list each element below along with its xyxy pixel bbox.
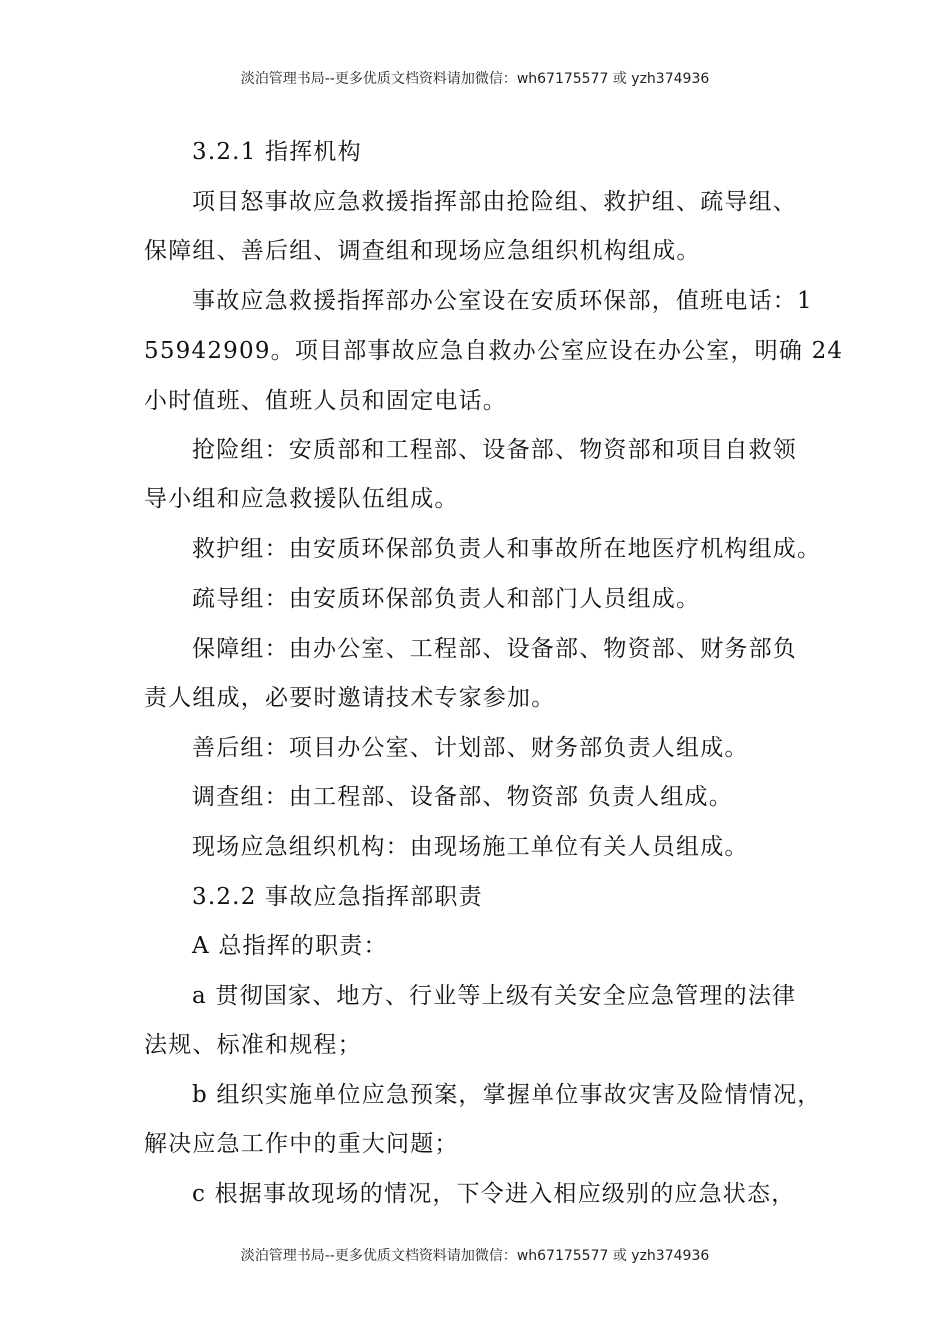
paragraph-line: 保障组、善后组、调查组和现场应急组织机构组成。	[144, 238, 701, 264]
paragraph-line: 抢险组：安质部和工程部、设备部、物资部和项目自救领	[192, 437, 797, 463]
page-footer: 淡泊管理书局--更多优质文档资料请加微信：wh67175577 或 yzh374936	[240, 1248, 710, 1264]
paragraph-line: c 根据事故现场的情况，下令进入相应级别的应急状态，	[192, 1181, 796, 1207]
paragraph-line: 小时值班、值班人员和固定电话。	[144, 388, 507, 414]
paragraph-line: 保障组：由办公室、工程部、设备部、物资部、财务部负	[192, 636, 797, 662]
section-heading-3-2-1: 3.2.1 指挥机构	[192, 139, 362, 165]
paragraph-line: 解决应急工作中的重大问题；	[144, 1131, 459, 1157]
paragraph-line: 现场应急组织机构：由现场施工单位有关人员组成。	[192, 834, 749, 860]
paragraph-line: 55942909。项目部事故应急自救办公室应设在办公室，明确 24	[144, 338, 844, 364]
paragraph-line: A 总指挥的职责：	[192, 933, 388, 959]
paragraph-line: 导小组和应急救援队伍组成。	[144, 486, 459, 512]
section-heading-3-2-2: 3.2.2 事故应急指挥部职责	[192, 884, 483, 910]
paragraph-line: 调查组：由工程部、设备部、物资部 负责人组成。	[192, 784, 733, 810]
paragraph-line: 法规、标准和规程；	[144, 1032, 362, 1058]
paragraph-line: b 组织实施单位应急预案，掌握单位事故灾害及险情情况，	[192, 1082, 822, 1108]
paragraph-line: 救护组：由安质环保部负责人和事故所在地医疗机构组成。	[192, 536, 822, 562]
page-header: 淡泊管理书局--更多优质文档资料请加微信：wh67175577 或 yzh374936	[240, 71, 710, 87]
paragraph-line: 善后组：项目办公室、计划部、财务部负责人组成。	[192, 735, 749, 761]
paragraph-line: 疏导组：由安质环保部负责人和部门人员组成。	[192, 586, 701, 612]
paragraph-line: a 贯彻国家、地方、行业等上级有关安全应急管理的法律	[192, 983, 797, 1009]
paragraph-line: 责人组成，必要时邀请技术专家参加。	[144, 685, 556, 711]
paragraph-line: 项目怒事故应急救援指挥部由抢险组、救护组、疏导组、	[192, 189, 797, 215]
paragraph-line: 事故应急救援指挥部办公室设在安质环保部，值班电话：1	[192, 288, 813, 314]
